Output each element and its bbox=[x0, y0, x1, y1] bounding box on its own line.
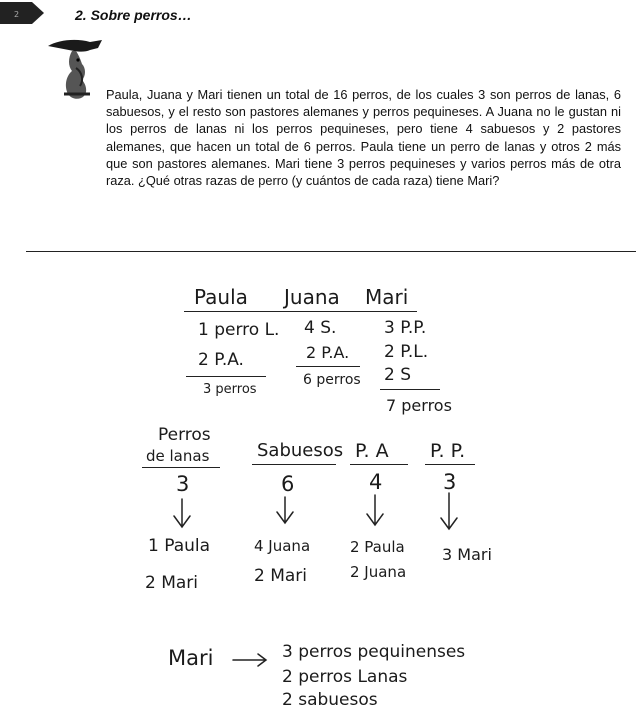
problem-text: Paula, Juana y Mari tienen un total de 16 perros, de los cuales 3 son perros de lanas, 6 sabuesos, y el resto son pastores alemanes y perros pequineses. A Juana no le gustan ni los perros de lanas ni los perros pequineses, pero tiene 4 sabuesos y 2 pastores alemanes, que hacen un total de 6 perros. Paula tiene un perro de lanas y otros 2 más que son pastores alemanes. Mari tiene 3 perros pequineses y varios perros más de otra raza. ¿Qué otras razas de perro (y cuántos de cada raza) tiene Mari? bbox=[106, 87, 621, 189]
dist-pa-1: 2 Paula bbox=[350, 538, 405, 556]
conclusion-line-1: 3 perros pequinenses bbox=[282, 642, 466, 662]
breed-lanas-line1: Perros bbox=[158, 425, 211, 445]
mari-total: 7 perros bbox=[386, 396, 452, 415]
problem-title: 2. Sobre perros… bbox=[75, 7, 192, 23]
juana-item-1: 4 S. bbox=[304, 318, 337, 338]
mari-item-3: 2 S bbox=[384, 365, 412, 385]
breed-sabuesos: Sabuesos bbox=[257, 440, 344, 461]
conclusion-subject: Mari bbox=[168, 646, 214, 670]
conclusion-line-3: 2 sabuesos bbox=[282, 690, 378, 710]
mari-item-1: 3 P.P. bbox=[384, 318, 427, 338]
breed-lanas-line2: de lanas bbox=[146, 447, 210, 465]
count-pa: 4 bbox=[369, 470, 383, 494]
juana-item-2: 2 P.A. bbox=[306, 343, 350, 362]
owner-paula: Paula bbox=[194, 285, 248, 309]
count-pp: 3 bbox=[443, 470, 457, 494]
conclusion-line-2: 2 perros Lanas bbox=[282, 667, 408, 687]
owner-mari: Mari bbox=[365, 285, 409, 309]
paula-item-2: 2 P.A. bbox=[198, 350, 244, 370]
dist-lanas-1: 1 Paula bbox=[148, 536, 211, 556]
count-sabuesos: 6 bbox=[281, 472, 295, 496]
mari-item-2: 2 P.L. bbox=[384, 342, 429, 362]
count-lanas: 3 bbox=[176, 472, 190, 496]
juana-total: 6 perros bbox=[303, 372, 361, 388]
badge-number: 2 bbox=[14, 10, 20, 19]
dist-lanas-2: 2 Mari bbox=[145, 573, 199, 593]
paula-item-1: 1 perro L. bbox=[198, 320, 280, 340]
dist-sabuesos-2: 2 Mari bbox=[254, 566, 308, 586]
breed-pa: P. A bbox=[355, 440, 389, 462]
owner-juana: Juana bbox=[284, 285, 340, 309]
paula-total: 3 perros bbox=[203, 382, 257, 397]
breed-pp: P. P. bbox=[430, 440, 466, 462]
dist-pa-2: 2 Juana bbox=[350, 563, 407, 581]
dist-pp-1: 3 Mari bbox=[442, 545, 492, 564]
dist-sabuesos-1: 4 Juana bbox=[254, 537, 311, 555]
